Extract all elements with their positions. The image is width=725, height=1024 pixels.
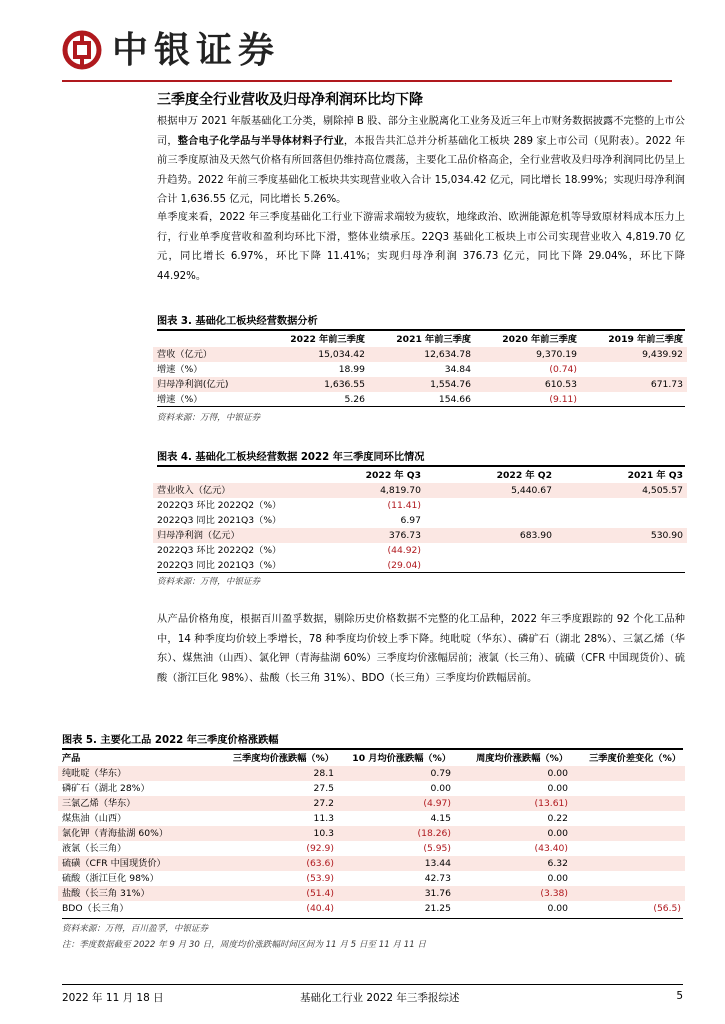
- table-cell: 9,439.92: [581, 347, 687, 362]
- fig4-source: 资料来源：万得，中银证券: [157, 577, 261, 587]
- row-label: 增速（%）: [157, 364, 203, 375]
- table-cell: [556, 513, 687, 528]
- row-label: BDO（长三角）: [62, 903, 129, 914]
- fig4-col-header: [153, 468, 293, 483]
- row-label: 归母净利润（亿元）: [153, 528, 293, 543]
- table-cell: 4.15: [430, 813, 451, 824]
- table-row: [153, 528, 687, 543]
- table-cell: 1,636.55: [263, 377, 369, 392]
- row-label: 氯化钾（青海盐湖 60%）: [58, 826, 213, 841]
- fig4-bottom-rule: [157, 572, 685, 573]
- row-label: 硫酸（浙江巨化 98%）: [62, 873, 159, 884]
- fig3-col-header: [153, 332, 263, 347]
- table-cell: 11.3: [313, 813, 334, 824]
- table-cell: (56.5): [653, 903, 681, 914]
- row-label: 纯吡啶（华东）: [58, 766, 213, 781]
- table-cell: 4,819.70: [293, 483, 425, 498]
- table-cell: [425, 543, 556, 558]
- table-cell: (4.97): [338, 796, 455, 811]
- table-cell: (92.9): [306, 843, 334, 854]
- fig4-table: [153, 468, 687, 573]
- table-cell: 12,634.78: [369, 347, 475, 362]
- fig4-title: 图表 4. 基础化工板块经营数据 2022 年三季度同环比情况: [157, 452, 425, 463]
- table-row: [153, 513, 687, 528]
- table-cell: 0.00: [547, 903, 568, 914]
- table-row: [153, 347, 687, 362]
- fig5-source: 资料来源：万得，百川盈孚，中银证券: [62, 924, 209, 934]
- fig3-col-header: 2020 年前三季度: [502, 334, 577, 345]
- table-row: [58, 886, 685, 901]
- row-label: 2022Q3 环比 2022Q2（%）: [157, 545, 282, 556]
- table-cell: [581, 392, 687, 407]
- p1-text-bold: 整合电子化学品与半导体材料子行业: [177, 135, 344, 147]
- row-label: 增速（%）: [157, 394, 203, 405]
- row-label: 液氯（长三角）: [62, 843, 127, 854]
- table-row: [153, 558, 687, 573]
- table-cell: (9.11): [549, 394, 577, 405]
- table-cell: (11.41): [387, 500, 421, 511]
- table-cell: 0.00: [547, 873, 568, 884]
- fig4-col-header: 2021 年 Q3: [627, 470, 683, 481]
- paragraph-3: 从产品价格角度，根据百川盈孚数据，剔除历史价格数据不完整的化工品种，2022 年三季度跟踪的 92 个化工品种中，14 种季度均价较上季增长，78 种季度均价较上季下降。纯吡啶（华东）、磷矿石（湖北 28%）、三氯乙烯（华东）、煤焦油（山西）、氯化钾（青海盐湖 60%）三季度均价涨幅居前；液氯（长三角）、硫磺（CFR 中国现货价）、硫酸（浙江巨化 98%）、盐酸（长三角 31%）、BDO（长三角）三季度均价跌幅居前。: [157, 614, 685, 684]
- row-label: 盐酸（长三角 31%）: [58, 886, 213, 901]
- fig5-title: 图表 5. 主要化工品 2022 年三季度价格涨跌幅: [62, 735, 279, 746]
- fig3-col-header: 2019 年前三季度: [608, 334, 683, 345]
- table-cell: 0.00: [430, 783, 451, 794]
- table-cell: (13.61): [455, 796, 572, 811]
- fig5-top-rule: [62, 748, 683, 750]
- row-label: 归母净利润(亿元): [153, 377, 263, 392]
- table-row: [153, 543, 687, 558]
- row-label: 2022Q3 同比 2021Q3（%）: [157, 515, 282, 526]
- fig3-table: [153, 332, 687, 407]
- table-row: [153, 498, 687, 513]
- table-row: [58, 796, 685, 811]
- table-row: [58, 781, 685, 796]
- fig5-col-header: 产品: [62, 753, 81, 764]
- row-label: 磷矿石（湖北 28%）: [62, 783, 150, 794]
- table-cell: 6.97: [400, 515, 421, 526]
- table-cell: 21.25: [424, 903, 451, 914]
- fig3-title: 图表 3. 基础化工板块经营数据分析: [157, 316, 318, 327]
- table-cell: 530.90: [556, 528, 687, 543]
- table-cell: [556, 498, 687, 513]
- table-cell: 31.76: [338, 886, 455, 901]
- table-cell: [572, 871, 685, 886]
- table-cell: [581, 362, 687, 377]
- table-cell: (5.95): [423, 843, 451, 854]
- table-cell: 27.2: [213, 796, 338, 811]
- table-cell: (40.4): [306, 903, 334, 914]
- footer-rule: [62, 984, 683, 985]
- table-cell: (3.38): [455, 886, 572, 901]
- row-label: 营收（亿元）: [153, 347, 263, 362]
- table-row: [58, 856, 685, 871]
- table-cell: 27.5: [313, 783, 334, 794]
- fig3-top-rule: [157, 329, 685, 331]
- table-cell: 0.00: [455, 826, 572, 841]
- table-cell: 9,370.19: [475, 347, 581, 362]
- table-row: [153, 377, 687, 392]
- fig3-col-header: 2021 年前三季度: [396, 334, 471, 345]
- fig5-col-header: 三季度价差变化（%）: [589, 753, 681, 764]
- header-rule: [62, 80, 672, 82]
- table-cell: 376.73: [293, 528, 425, 543]
- table-cell: 610.53: [475, 377, 581, 392]
- table-cell: [572, 781, 685, 796]
- table-cell: 42.73: [424, 873, 451, 884]
- paragraph-1: [157, 112, 685, 210]
- table-cell: 0.00: [547, 783, 568, 794]
- table-cell: 6.32: [455, 856, 572, 871]
- footer-page-number: 5: [676, 990, 683, 1002]
- table-cell: 5,440.67: [425, 483, 556, 498]
- table-cell: 0.00: [455, 766, 572, 781]
- fig5-note: 注：季度数据截至 2022 年 9 月 30 日，周度均价涨跌幅时间区间为 11 月 5 日至 11 月 11 日: [62, 940, 427, 950]
- table-cell: 18.99: [338, 364, 365, 375]
- table-cell: [572, 796, 685, 811]
- footer-date: 2022 年 11 月 18 日: [62, 992, 164, 1004]
- table-row: [58, 766, 685, 781]
- table-row: [58, 841, 685, 856]
- fig4-col-header: 2022 年 Q2: [496, 470, 552, 481]
- table-cell: (53.9): [306, 873, 334, 884]
- section-title: 三季度全行业营收及归母净利润环比均下降: [157, 92, 423, 108]
- fig5-col-header: 周度均价涨跌幅（%）: [476, 753, 568, 764]
- fig5-col-header: 三季度均价涨跌幅（%）: [232, 753, 334, 764]
- table-row: [58, 811, 685, 826]
- table-cell: (44.92): [387, 545, 421, 556]
- table-cell: [572, 886, 685, 901]
- table-cell: [556, 558, 687, 573]
- table-cell: (43.40): [534, 843, 568, 854]
- table-cell: [572, 826, 685, 841]
- fig5-header-row: [58, 751, 685, 766]
- table-row: [153, 362, 687, 377]
- row-label: 煤焦油（山西）: [62, 813, 127, 824]
- table-cell: 671.73: [581, 377, 687, 392]
- table-cell: 15,034.42: [263, 347, 369, 362]
- brand-name: 中银证券: [112, 29, 281, 71]
- table-cell: (0.74): [549, 364, 577, 375]
- table-cell: [572, 856, 685, 871]
- table-cell: [572, 841, 685, 856]
- table-cell: [425, 513, 556, 528]
- table-cell: [425, 558, 556, 573]
- table-cell: 0.22: [547, 813, 568, 824]
- fig5-bottom-rule: [62, 918, 683, 919]
- table-cell: 34.84: [444, 364, 471, 375]
- fig4-col-header: 2022 年 Q3: [365, 470, 421, 481]
- table-cell: [425, 498, 556, 513]
- fig3-bottom-rule: [157, 406, 685, 407]
- table-cell: [572, 811, 685, 826]
- table-cell: 4,505.57: [556, 483, 687, 498]
- fig3-col-header: 2022 年前三季度: [290, 334, 365, 345]
- fig4-top-rule: [157, 465, 685, 467]
- row-label: 三氯乙烯（华东）: [58, 796, 213, 811]
- table-cell: 0.79: [338, 766, 455, 781]
- table-row: [58, 901, 685, 916]
- table-cell: 1,554.76: [369, 377, 475, 392]
- table-row: [58, 826, 685, 841]
- table-cell: (51.4): [213, 886, 338, 901]
- table-cell: (18.26): [338, 826, 455, 841]
- fig4-header-row: [153, 468, 687, 483]
- fig3-source: 资料来源：万得，中银证券: [157, 413, 261, 423]
- footer-report-title: 基础化工行业 2022 年三季报综述: [300, 992, 460, 1004]
- table-cell: 28.1: [213, 766, 338, 781]
- fig5-table: [58, 751, 685, 916]
- table-cell: 5.26: [344, 394, 365, 405]
- row-label: 2022Q3 环比 2022Q2（%）: [157, 500, 282, 511]
- paragraph-2: 单季度来看，2022 年三季度基础化工行业下游需求端较为疲软，地缘政治、欧洲能源危机等导致原材料成本压力上行，行业单季度营收和盈利均环比下滑，整体业绩承压。22Q3 基础化工板块上市公司实现营业收入 4,819.70 亿元，同比增长 6.97%，环比下降 11.41%；实现归母净利润 376.73 亿元，同比下降 29.04%，环比下降 44.92%。: [157, 212, 685, 282]
- table-cell: [572, 766, 685, 781]
- table-cell: [556, 543, 687, 558]
- table-row: [153, 483, 687, 498]
- table-cell: 683.90: [425, 528, 556, 543]
- bank-logo-icon: [62, 30, 102, 70]
- row-label: 营业收入（亿元）: [153, 483, 293, 498]
- logo: [62, 30, 280, 70]
- table-cell: 154.66: [438, 394, 471, 405]
- table-row: [58, 871, 685, 886]
- p1-text-a: 根据申万 2021 年版基础化工分类，剔除掉 B 股、部分主业脱离化工业务及近三年上市财务数据披露不完整的上市公司，: [157, 116, 685, 147]
- table-cell: (29.04): [387, 560, 421, 571]
- table-cell: 13.44: [338, 856, 455, 871]
- fig5-col-header: 10 月均价涨跌幅（%）: [352, 753, 451, 764]
- row-label: 2022Q3 同比 2021Q3（%）: [157, 560, 282, 571]
- table-cell: 10.3: [213, 826, 338, 841]
- table-row: [153, 392, 687, 407]
- p1-text-c: ，本报告共汇总并分析基础化工板块 289 家上市公司（见附表）。2022 年前三季度原油及天然气价格有所回落但仍维持高位震荡，主要化工品价格高企，全行业营收及归母净利润同比仍呈上升趋势。2022 年前三季度基础化工板块共实现营业收入合计 15,034.42 亿元，同比增长 18.99%；实现归母净利润合计 1,636.55 亿元，同比增长 5.26%。: [157, 135, 686, 205]
- fig3-header-row: [153, 332, 687, 347]
- row-label: 硫磺（CFR 中国现货价）: [58, 856, 213, 871]
- table-cell: (63.6): [213, 856, 338, 871]
